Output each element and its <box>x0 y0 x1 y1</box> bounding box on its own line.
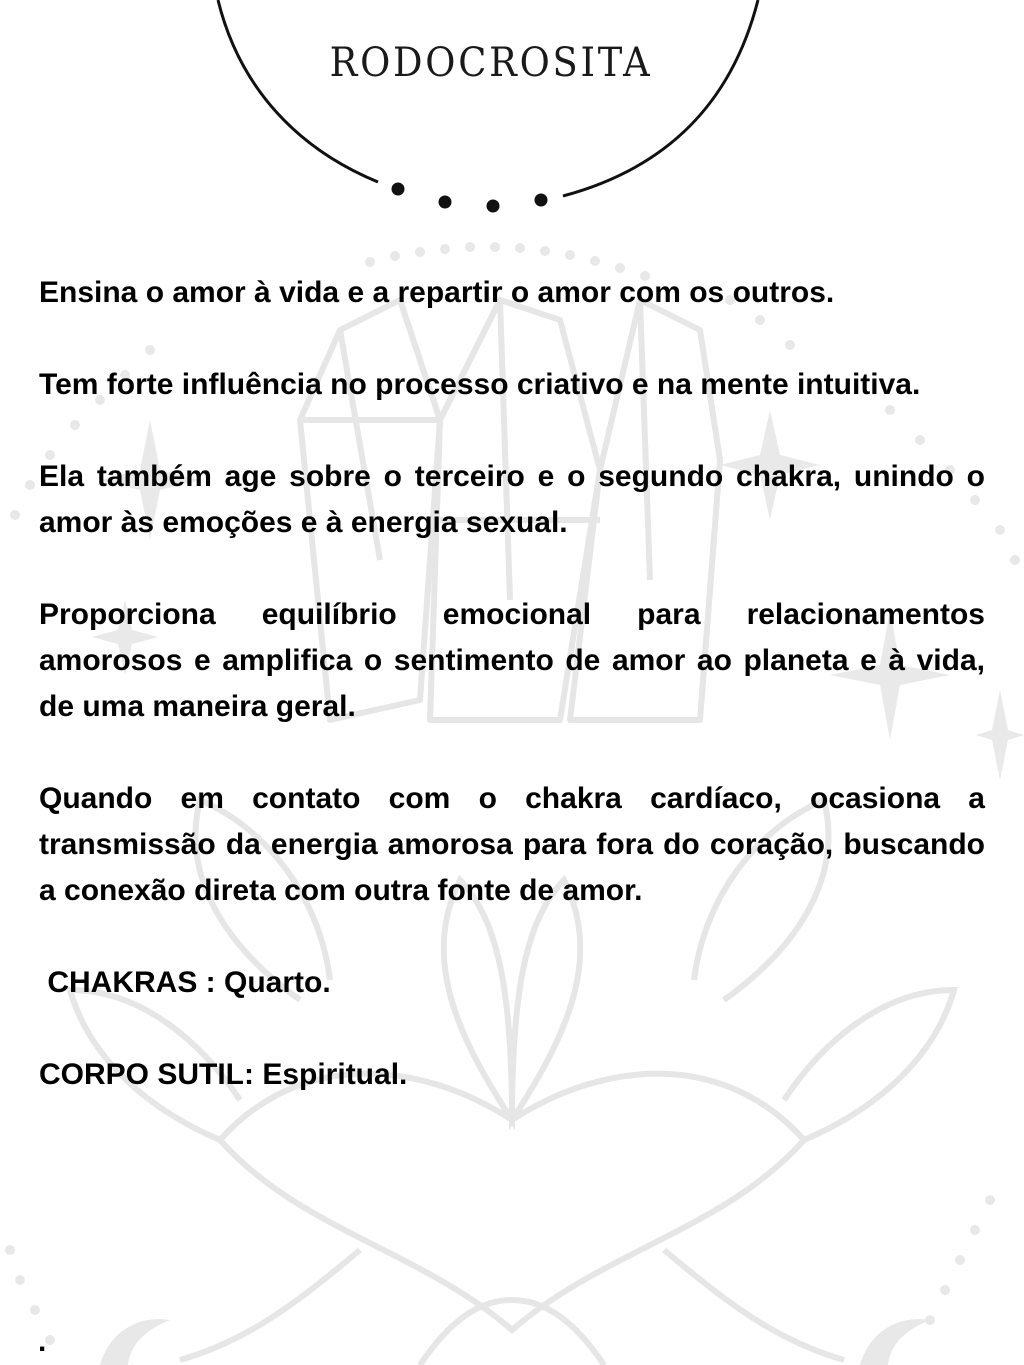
paragraph: Ensina o amor à vida e a repartir o amor com os outros. <box>39 276 835 309</box>
chakras-line: CHAKRAS : Quarto. <box>39 966 331 999</box>
decorative-dot <box>392 183 405 196</box>
paragraph: Quando em contato com o chakra cardíaco, ocasiona a transmissão da energia amorosa para fora do coração, buscando a conexão direta com outra fonte de amor. <box>39 782 985 907</box>
corpo-sutil-line: CORPO SUTIL: Espiritual. <box>39 1058 408 1091</box>
arc-right-stroke <box>563 0 758 196</box>
page-title: RODOCROSITA <box>329 40 653 86</box>
arc-left-stroke <box>218 0 378 182</box>
decorative-dot <box>439 196 452 209</box>
body-text <box>39 270 985 1144</box>
decorative-dot <box>535 194 548 207</box>
decorative-dot <box>487 200 500 213</box>
paragraph: Ela também age sobre o terceiro e o segundo chakra, unindo o amor às emoções e à energia sexual. <box>39 460 985 539</box>
paragraph: Tem forte influência no processo criativo e na mente intuitiva. <box>39 368 921 401</box>
header-arc-frame <box>0 0 1024 230</box>
paragraph: Proporciona equilíbrio emocional para relacionamentos amorosos e amplifica o sentimento de amor ao planeta e à vida, de uma maneira geral. <box>39 598 985 723</box>
footer-mark: . <box>38 1325 47 1358</box>
